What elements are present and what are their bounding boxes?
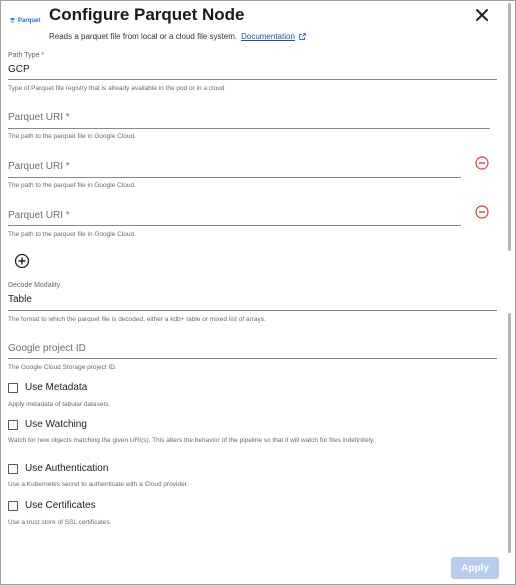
parquet-logo-icon bbox=[9, 17, 16, 24]
use-certificates-label[interactable]: Use Certificates bbox=[25, 500, 96, 511]
parquet-uri-underline-1 bbox=[8, 128, 490, 129]
use-authentication-label[interactable]: Use Authentication bbox=[25, 463, 109, 474]
remove-uri-icon[interactable] bbox=[475, 156, 489, 170]
remove-uri-icon[interactable] bbox=[475, 205, 489, 219]
decode-modality-underline bbox=[8, 310, 497, 311]
google-project-id-input[interactable]: Google project ID bbox=[8, 343, 86, 354]
parquet-logo bbox=[9, 17, 40, 24]
parquet-uri-input-1[interactable]: Parquet URI * bbox=[8, 112, 70, 123]
documentation-link[interactable]: Documentation bbox=[241, 32, 295, 41]
path-type-label: Path Type * bbox=[8, 52, 45, 59]
parquet-uri-help-2: The path to the parquet file in Google Cloud. bbox=[8, 182, 136, 189]
parquet-uri-underline-2 bbox=[8, 177, 461, 178]
use-authentication-checkbox[interactable] bbox=[8, 464, 18, 474]
external-link-icon[interactable] bbox=[299, 33, 306, 40]
use-watching-label[interactable]: Use Watching bbox=[25, 419, 87, 430]
use-watching-checkbox[interactable] bbox=[8, 420, 18, 430]
use-metadata-checkbox[interactable] bbox=[8, 383, 18, 393]
use-certificates-help: Use a trust store of SSL certificates. bbox=[8, 519, 112, 526]
decode-modality-help: The format to which the parquet file is decoded, either a kdb+ table or mixed list of arrays. bbox=[8, 316, 266, 323]
path-type-select[interactable]: GCP bbox=[8, 64, 30, 75]
parquet-uri-help-3: The path to the parquet file in Google Cloud. bbox=[8, 231, 136, 238]
use-certificates-checkbox[interactable] bbox=[8, 501, 18, 511]
decode-modality-label: Decode Modality bbox=[8, 282, 61, 289]
use-watching-help: Watch for new objects matching the given URI(s). This alters the behavior of the pipeline so that it will watch for files indefinitely. bbox=[8, 437, 375, 444]
close-icon[interactable] bbox=[473, 6, 491, 24]
dialog-title: Configure Parquet Node bbox=[49, 5, 245, 24]
parquet-uri-input-3[interactable]: Parquet URI * bbox=[8, 210, 70, 221]
scrollbar-thumb[interactable] bbox=[508, 3, 511, 251]
apply-button[interactable]: Apply bbox=[451, 557, 499, 579]
parquet-uri-underline-3 bbox=[8, 225, 461, 226]
scrollbar-thumb-lower[interactable] bbox=[508, 313, 511, 553]
dialog-description bbox=[49, 32, 306, 41]
path-type-underline bbox=[8, 79, 497, 80]
parquet-uri-input-2[interactable]: Parquet URI * bbox=[8, 161, 70, 172]
use-metadata-help: Apply metadata of tabular datasets. bbox=[8, 401, 111, 408]
path-type-help: Type of Parquet file registry that is already available in the pod or in a cloud bbox=[8, 85, 225, 92]
google-project-id-help: The Google Cloud Storage project ID. bbox=[8, 364, 117, 371]
parquet-uri-help-1: The path to the parquet file in Google Cloud. bbox=[8, 133, 136, 140]
google-project-id-underline bbox=[8, 358, 497, 359]
use-metadata-label[interactable]: Use Metadata bbox=[25, 382, 88, 393]
decode-modality-select[interactable]: Table bbox=[8, 294, 32, 305]
logo-text: Parquet bbox=[18, 17, 41, 24]
use-authentication-help: Use a Kubernetes secret to authenticate with a Cloud provider. bbox=[8, 481, 189, 488]
description-text: Reads a parquet file from local or a cloud file system. bbox=[49, 32, 238, 41]
add-uri-icon[interactable] bbox=[14, 253, 30, 269]
